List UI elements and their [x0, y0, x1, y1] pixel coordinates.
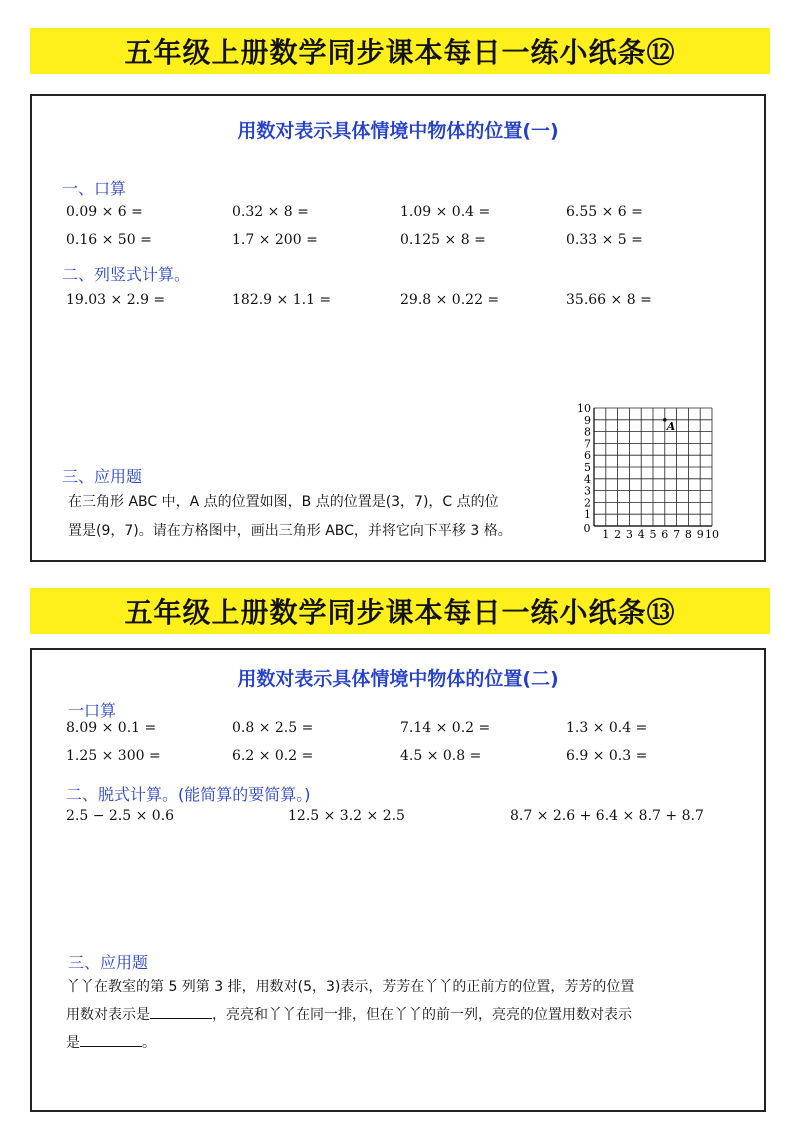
x-tick-label: 5 [649, 528, 657, 541]
y-tick-label: 1 [584, 508, 591, 522]
oral-problem: 8.09 × 0.1 = [66, 720, 157, 736]
x-tick-label: 2 [614, 528, 622, 541]
y-tick-label: 5 [584, 461, 591, 474]
oral-problem: 6.9 × 0.3 = [566, 748, 648, 764]
application-text-line: 置是(9，7)。请在方格图中，画出三角形 ABC，并将它向下平移 3 格。 [68, 523, 512, 539]
x-tick-label: 10 [705, 528, 719, 541]
y-tick-label: 6 [584, 449, 591, 463]
worksheet-title: 用数对表示具体情境中物体的位置(二) [237, 668, 559, 690]
coordinate-grid [578, 396, 744, 550]
x-tick-label: 4 [637, 528, 645, 541]
vertical-problem: 182.9 × 1.1 = [232, 292, 332, 308]
oral-problem: 0.32 × 8 = [232, 204, 309, 220]
x-tick-label: 7 [673, 528, 681, 541]
application-text-segment: ，亮亮和丫丫在同一排，但在丫丫的前一列，亮亮的位置用数对表示 [212, 1007, 632, 1023]
y-tick-label: 10 [578, 402, 591, 415]
banner-13: 五年级上册数学同步课本每日一练小纸条⑬ [30, 588, 770, 634]
application-text-segment: 是 [66, 1035, 80, 1051]
coordinate-grid-svg [578, 396, 744, 546]
x-tick-label: 6 [661, 528, 669, 541]
oral-problem: 6.55 × 6 = [566, 204, 643, 220]
vertical-problem: 35.66 × 8 = [566, 292, 652, 308]
application-text-line [66, 1030, 156, 1056]
x-tick-label: 1 [602, 528, 610, 541]
oral-problem: 1.7 × 200 = [232, 232, 318, 248]
point-a-label: A [666, 419, 676, 433]
calc-problem: 12.5 × 3.2 × 2.5 [288, 808, 405, 824]
worksheet-12 [30, 94, 766, 562]
oral-problem: 6.2 × 0.2 = [232, 748, 314, 764]
vertical-problem: 19.03 × 2.9 = [66, 292, 166, 308]
banner-12: 五年级上册数学同步课本每日一练小纸条⑫ [30, 28, 770, 74]
x-tick-label: 8 [684, 528, 692, 541]
application-text-line: 丫丫在教室的第 5 列第 3 排，用数对(5，3)表示，芳芳在丫丫的正前方的位置，芳芳的位置 [66, 979, 635, 995]
oral-problem: 4.5 × 0.8 = [400, 748, 482, 764]
application-text-segment: 用数对表示是 [66, 1007, 150, 1023]
oral-problem: 1.25 × 300 = [66, 748, 161, 764]
section-oral-heading: 一口算 [68, 701, 117, 720]
y-tick-label: 2 [584, 496, 591, 510]
application-text-line: 在三角形 ABC 中，A 点的位置如图，B 点的位置是(3，7)，C 点的位 [68, 494, 499, 510]
answer-blank[interactable] [80, 1034, 142, 1047]
y-tick-label: 7 [584, 437, 591, 451]
oral-problem: 0.33 × 5 = [566, 232, 643, 248]
section-vertical-heading: 二、列竖式计算。 [62, 265, 191, 284]
oral-problem: 0.8 × 2.5 = [232, 720, 314, 736]
x-tick-label: 0 [583, 522, 591, 535]
answer-blank[interactable] [150, 1006, 212, 1019]
oral-problem: 1.3 × 0.4 = [566, 720, 648, 736]
calc-problem: 8.7 × 2.6 + 6.4 × 8.7 + 8.7 [510, 808, 704, 824]
section-application-heading: 三、应用题 [62, 467, 143, 486]
x-tick-label: 9 [696, 528, 704, 541]
y-tick-label: 8 [584, 425, 591, 439]
application-text-line [66, 1002, 632, 1028]
x-tick-label: 3 [625, 528, 633, 541]
section-application-heading: 三、应用题 [68, 953, 149, 972]
application-text-segment: 。 [142, 1035, 156, 1051]
y-tick-label: 9 [584, 413, 591, 427]
oral-problem: 0.09 × 6 = [66, 204, 143, 220]
y-tick-label: 3 [584, 484, 591, 498]
worksheet-title: 用数对表示具体情境中物体的位置(一) [237, 120, 559, 142]
vertical-problem: 29.8 × 0.22 = [400, 292, 500, 308]
section-calc-heading: 二、脱式计算。(能简算的要简算。) [66, 785, 311, 804]
y-tick-label: 4 [584, 472, 591, 486]
oral-problem: 1.09 × 0.4 = [400, 204, 491, 220]
oral-problem: 0.125 × 8 = [400, 232, 486, 248]
calc-problem: 2.5 − 2.5 × 0.6 [66, 808, 175, 824]
section-oral-heading: 一、口算 [62, 179, 127, 198]
worksheet-13 [30, 648, 766, 1112]
oral-problem: 7.14 × 0.2 = [400, 720, 491, 736]
oral-problem: 0.16 × 50 = [66, 232, 152, 248]
